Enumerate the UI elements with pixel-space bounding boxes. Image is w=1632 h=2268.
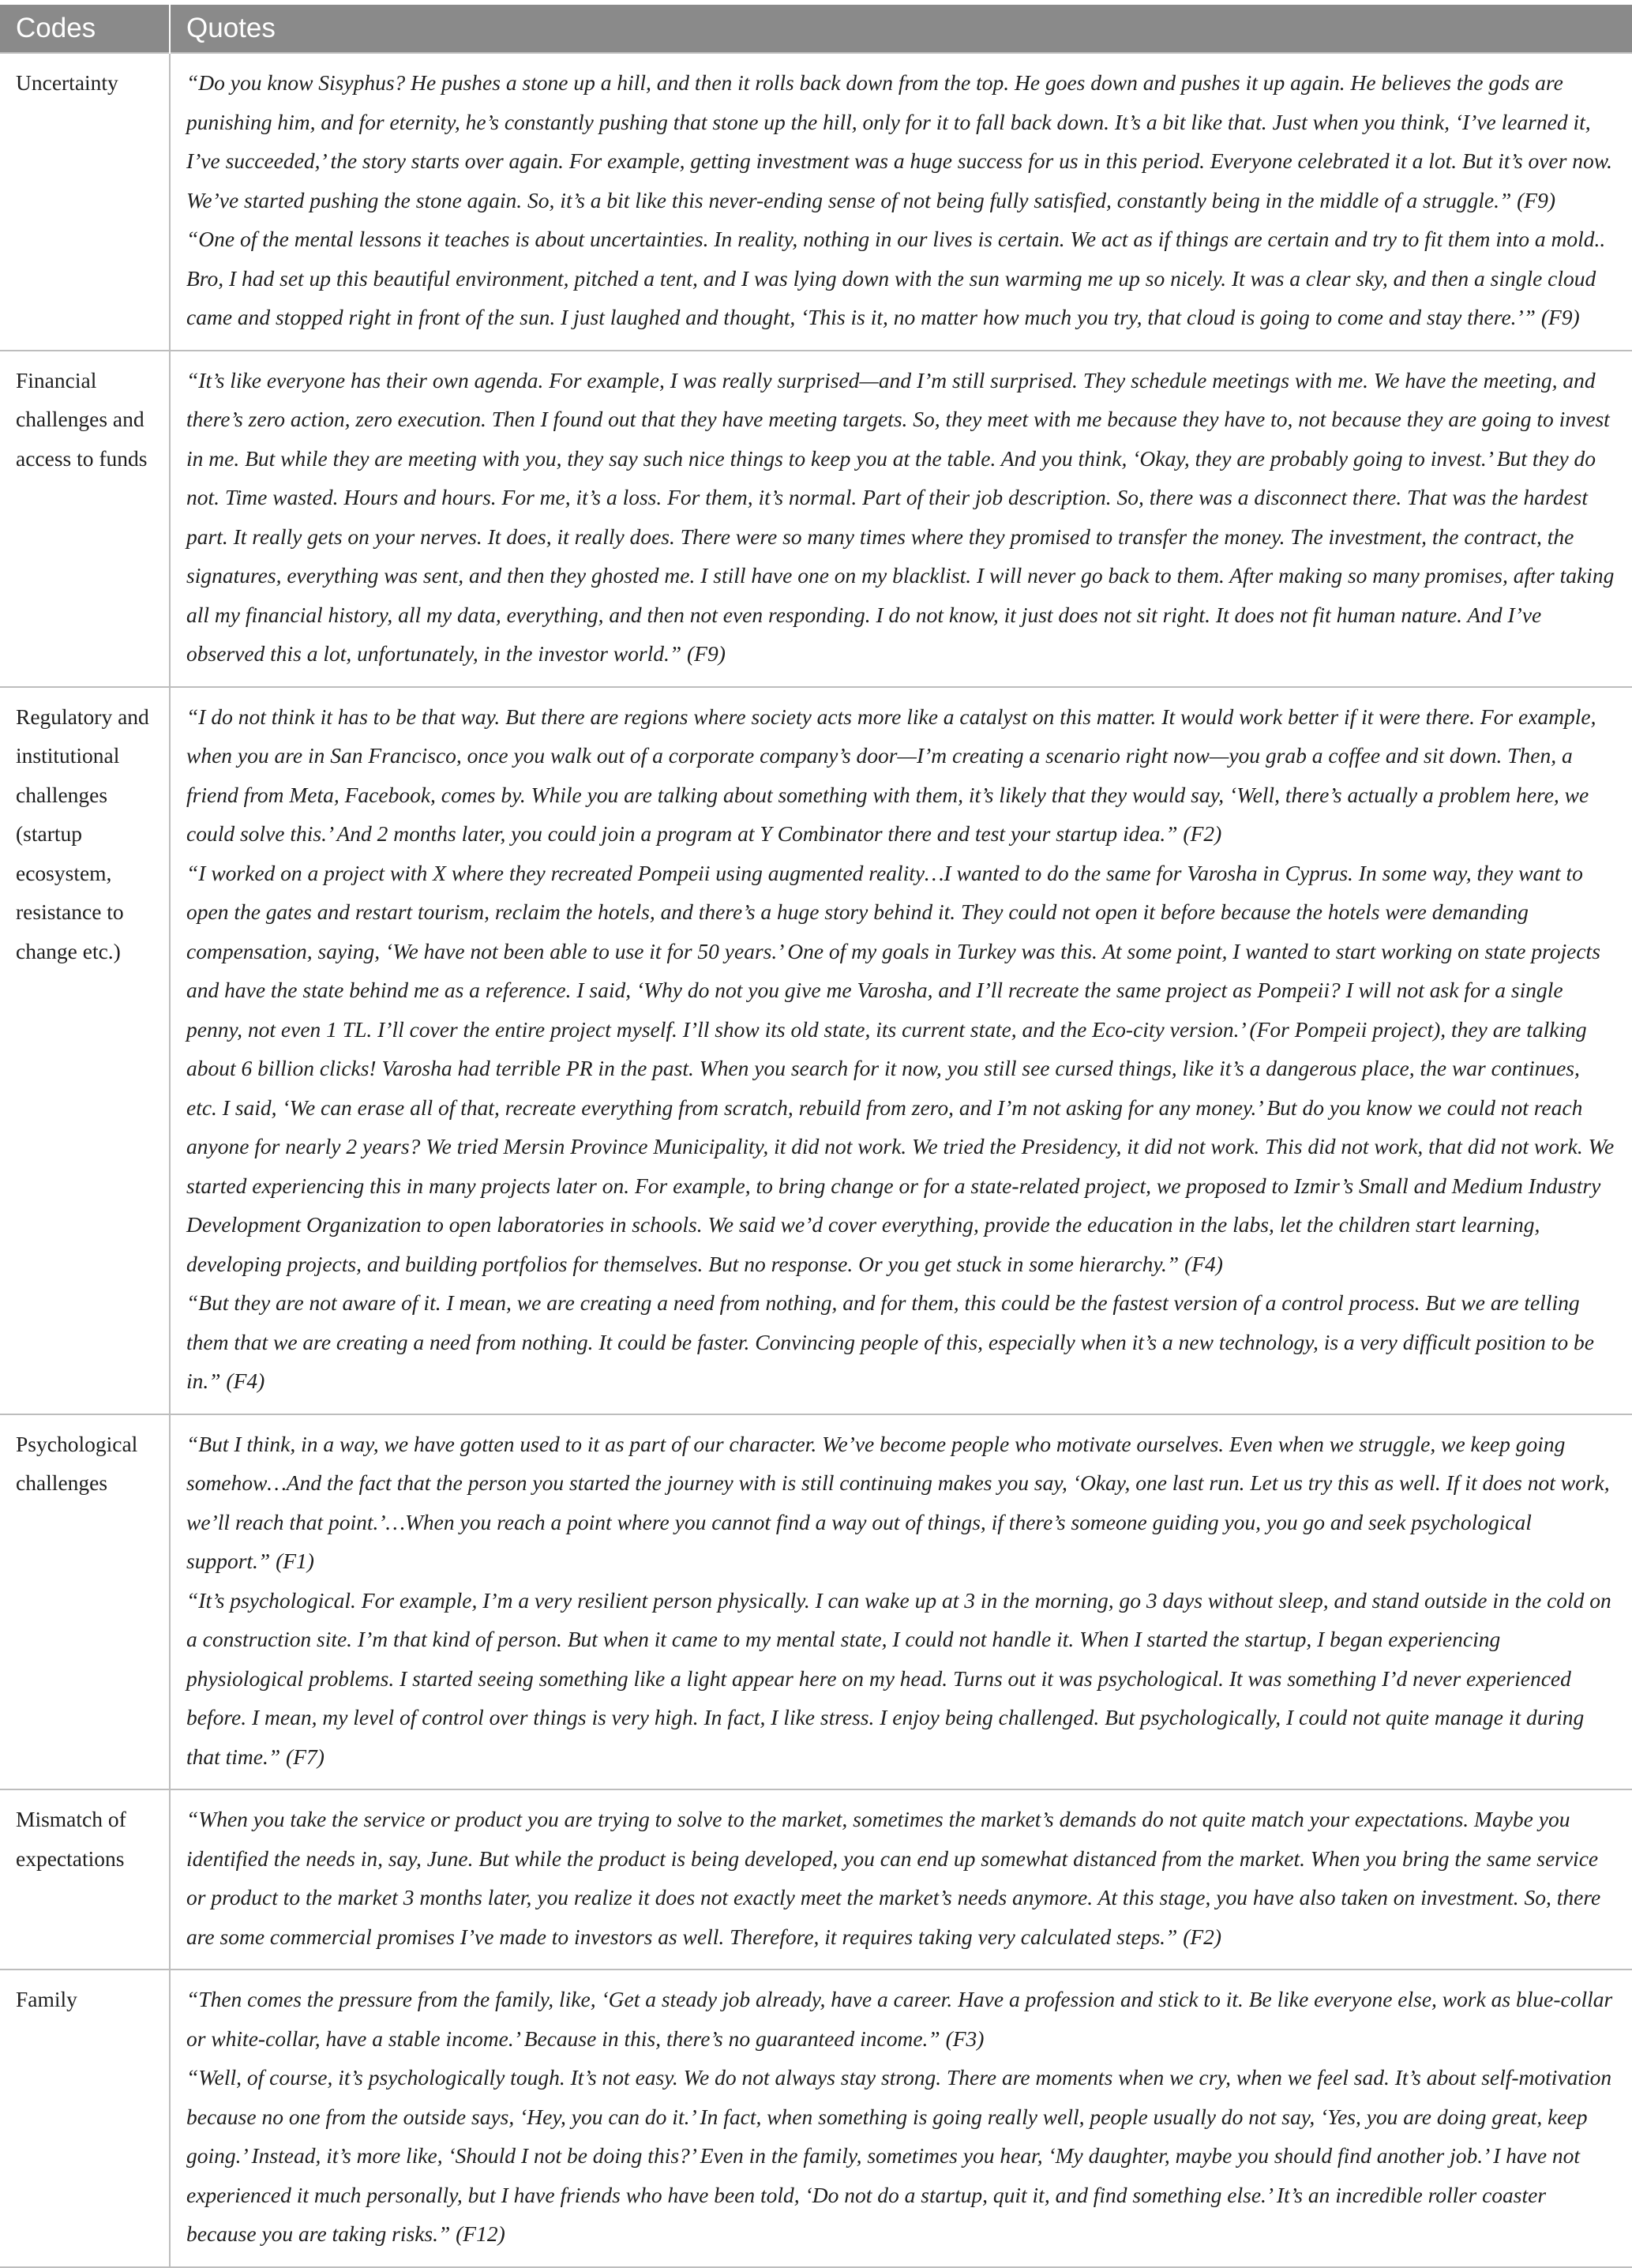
quote-cell — [170, 53, 1632, 351]
quote-cell — [170, 1414, 1632, 1790]
code-cell: Regulatory and institutional challenges (startup ecosystem, resistance to change etc.) — [0, 687, 170, 1414]
quote: “But they are not aware of it. I mean, we are creating a need from nothing, and for them, this could be the fastest version of a control process. But we are telling them that we are creating a need from nothing. It could be faster. Convincing people of this, especially when it’s a new technology, is a very difficult position to be in.” (F4) — [186, 1290, 1594, 1393]
table-row-family — [0, 1969, 1632, 2267]
quote: “I worked on a project with X where they recreated Pompeii using augmented reality…I wanted to do the same for Varosha in Cyprus. In some way, they want to open the gates and restart tourism, reclaim the hotels, and there’s a huge story behind it. They could not open it before because the hotels were demanding compensation, saying, ‘We have not been able to use it for 50 years.’ One of my goals in Turkey was this. At some point, I wanted to start working on state projects and have the state behind me as a reference. I said, ‘Why do not you give me Varosha, and I’ll recreate the same project as Pompeii? I will not ask for a single penny, not even 1 TL. I’ll cover the entire project myself. I’ll show its old state, its current state, and the Eco-city version.’ (For Pompeii project), they are talking about 6 billion clicks! Varosha had terrible PR in the past. When you search for it now, you still see cursed things, like it’s a dangerous place, the war continues, etc. I said, ‘We can erase all of that, recreate everything from scratch, rebuild from zero, and I’m not asking for any money.’ But do you know we could not reach anyone for nearly 2 years? We tried Mersin Province Municipality, it did not work. We tried the Presidency, it did not work. This did not work, that did not work. We started experiencing this in many projects later on. For example, to bring change or for a state-related project, we proposed to Izmir’s Small and Medium Industry Development Organization to open laboratories in schools. We said we’d cover everything, provide the education in the labs, let the children start learning, developing projects, and building portfolios for themselves. But no response. Or you get stuck in some hierarchy.” (F4) — [186, 860, 1615, 1276]
header-codes: Codes — [0, 5, 170, 53]
quote: “It’s like everyone has their own agenda. For example, I was really surprised—and I’m still surprised. They schedule meetings with me. We have the meeting, and there’s zero action, zero execution. Then I found out that they have meeting targets. So, they meet with me because they have to, not because they are going to invest in me. But while they are meeting with you, they say such nice things to keep you at the table. And you think, ‘Okay, they are probably going to invest.’ But they do not. Time wasted. Hours and hours. For me, it’s a loss. For them, it’s normal. Part of their job description. So, there was a disconnect there. That was the hardest part. It really gets on your nerves. It does, it really does. There were so many times where they promised to transfer the money. The investment, the contract, the signatures, everything was sent, and then they ghosted me. I still have one on my blacklist. I will never go back to them. After making so many promises, after taking all my financial history, all my data, everything, and then not even responding. I do not know, it just does not sit right. It does not fit human nature. And I’ve observed this a lot, unfortunately, in the investor world.” (F9) — [186, 367, 1615, 666]
header-row — [0, 5, 1632, 53]
table-row-psychological — [0, 1414, 1632, 1790]
quote: “Well, of course, it’s psychologically tough. It’s not easy. We do not always stay strong. There are moments when we cry, when we feel sad. It’s about self-motivation because no one from the outside says, ‘Hey, you can do it.’ In fact, when something is going really well, people usually do not say, ‘Yes, you are doing great, keep going.’ Instead, it’s more like, ‘Should I not be doing this?’ Even in the family, sometimes you hear, ‘My daughter, maybe you should find another job.’ I have not experienced it much personally, but I have friends who have been told, ‘Do not do a startup, quit it, and find something else.’ It’s an incredible roller coaster because you are taking risks.” (F12) — [186, 2065, 1612, 2246]
codes-quotes-table-wrapper — [0, 5, 1632, 2268]
quote: “Then comes the pressure from the family, like, ‘Get a steady job already, have a career. Have a profession and stick to it. Be like everyone else, work as blue-collar or white-collar, have a stable income.’ Because in this, there’s no guaranteed income.” (F3) — [186, 1987, 1613, 2051]
quote: “When you take the service or product you are trying to solve to the market, sometimes the market’s demands do not quite match your expectations. Maybe you identified the needs in, say, June. But while the product is being developed, you can end up somewhat distanced from the market. When you bring the same service or product to the market 3 months later, you realize it does not exactly meet the market’s needs anymore. At this stage, you have also taken on investment. So, there are some commercial promises I’ve made to investors as well. Therefore, it requires taking very calculated steps.” (F2) — [186, 1807, 1601, 1949]
quote-cell — [170, 1969, 1632, 2267]
code-cell: Uncertainty — [0, 53, 170, 351]
table-row-financial — [0, 351, 1632, 687]
table-row-regulatory — [0, 687, 1632, 1414]
quote-cell — [170, 687, 1632, 1414]
quote: “It’s psychological. For example, I’m a very resilient person physically. I can wake up at 3 in the morning, go 3 days without sleep, and stand outside in the cold on a construction site. I’m that kind of person. But when it came to my mental state, I could not handle it. When I started the startup, I began experiencing physiological problems. I started seeing something like a light appear here on my head. Turns out it was psychological. It was something I’d never experienced before. I mean, my level of control over things is very high. In fact, I like stress. I enjoy being challenged. But psychologically, I could not quite manage it during that time.” (F7) — [186, 1587, 1611, 1769]
quote: “Do you know Sisyphus? He pushes a stone up a hill, and then it rolls back down from the top. He goes down and pushes it up again. He believes the gods are punishing him, and for eternity, he’s constantly pushing that stone up the hill, only for it to fall back down. It’s a bit like that. Just when you think, ‘I’ve learned it, I’ve succeeded,’ the story starts over again. For example, getting investment was a huge success for us in this period. Everyone celebrated it a lot. But it’s over now. We’ve started pushing the stone again. So, it’s a bit like this never-ending sense of not being fully satisfied, constantly being in the middle of a struggle.” (F9) — [186, 70, 1612, 212]
quote-cell — [170, 351, 1632, 687]
table-row-uncertainty — [0, 53, 1632, 351]
table-header — [0, 5, 1632, 53]
quote-cell — [170, 1789, 1632, 1969]
table-row-mismatch — [0, 1789, 1632, 1969]
code-cell: Psychological challenges — [0, 1414, 170, 1790]
table-body — [0, 53, 1632, 2267]
code-cell: Mismatch of expectations — [0, 1789, 170, 1969]
code-cell: Family — [0, 1969, 170, 2267]
header-quotes: Quotes — [170, 5, 1632, 53]
quote: “But I think, in a way, we have gotten used to it as part of our character. We’ve become people who motivate ourselves. Even when we struggle, we keep going somehow…And the fact that the person you started the journey with is still continuing makes you say, ‘Okay, one last run. Let us try this as well. If it does not work, we’ll reach that point.’…When you reach a point where you cannot find a way out of things, if there’s someone guiding you, you go and seek psychological support.” (F1) — [186, 1431, 1610, 1573]
quote: “One of the mental lessons it teaches is about uncertainties. In reality, nothing in our lives is certain. We act as if things are certain and try to fit them into a mold.. Bro, I had set up this beautiful environment, pitched a tent, and I was lying down with the sun warming me up so nicely. It was a clear sky, and then a single cloud came and stopped right in front of the sun. I just laughed and thought, ‘This is it, no matter how much you try, that cloud is going to come and stay there.’” (F9) — [186, 227, 1606, 329]
quote: “I do not think it has to be that way. But there are regions where society acts more like a catalyst on this matter. It would work better if it were there. For example, when you are in San Francisco, once you walk out of a corporate company’s door—I’m creating a scenario right now—you grab a coffee and sit down. Then, a friend from Meta, Facebook, comes by. While you are talking about something with them, it’s likely that they would say, ‘Well, there’s actually a problem here, we could solve this.’ And 2 months later, you could join a program at Y Combinator there and test your startup idea.” (F2) — [186, 704, 1596, 846]
code-cell: Financial challenges and access to funds — [0, 351, 170, 687]
codes-quotes-table — [0, 5, 1632, 2268]
